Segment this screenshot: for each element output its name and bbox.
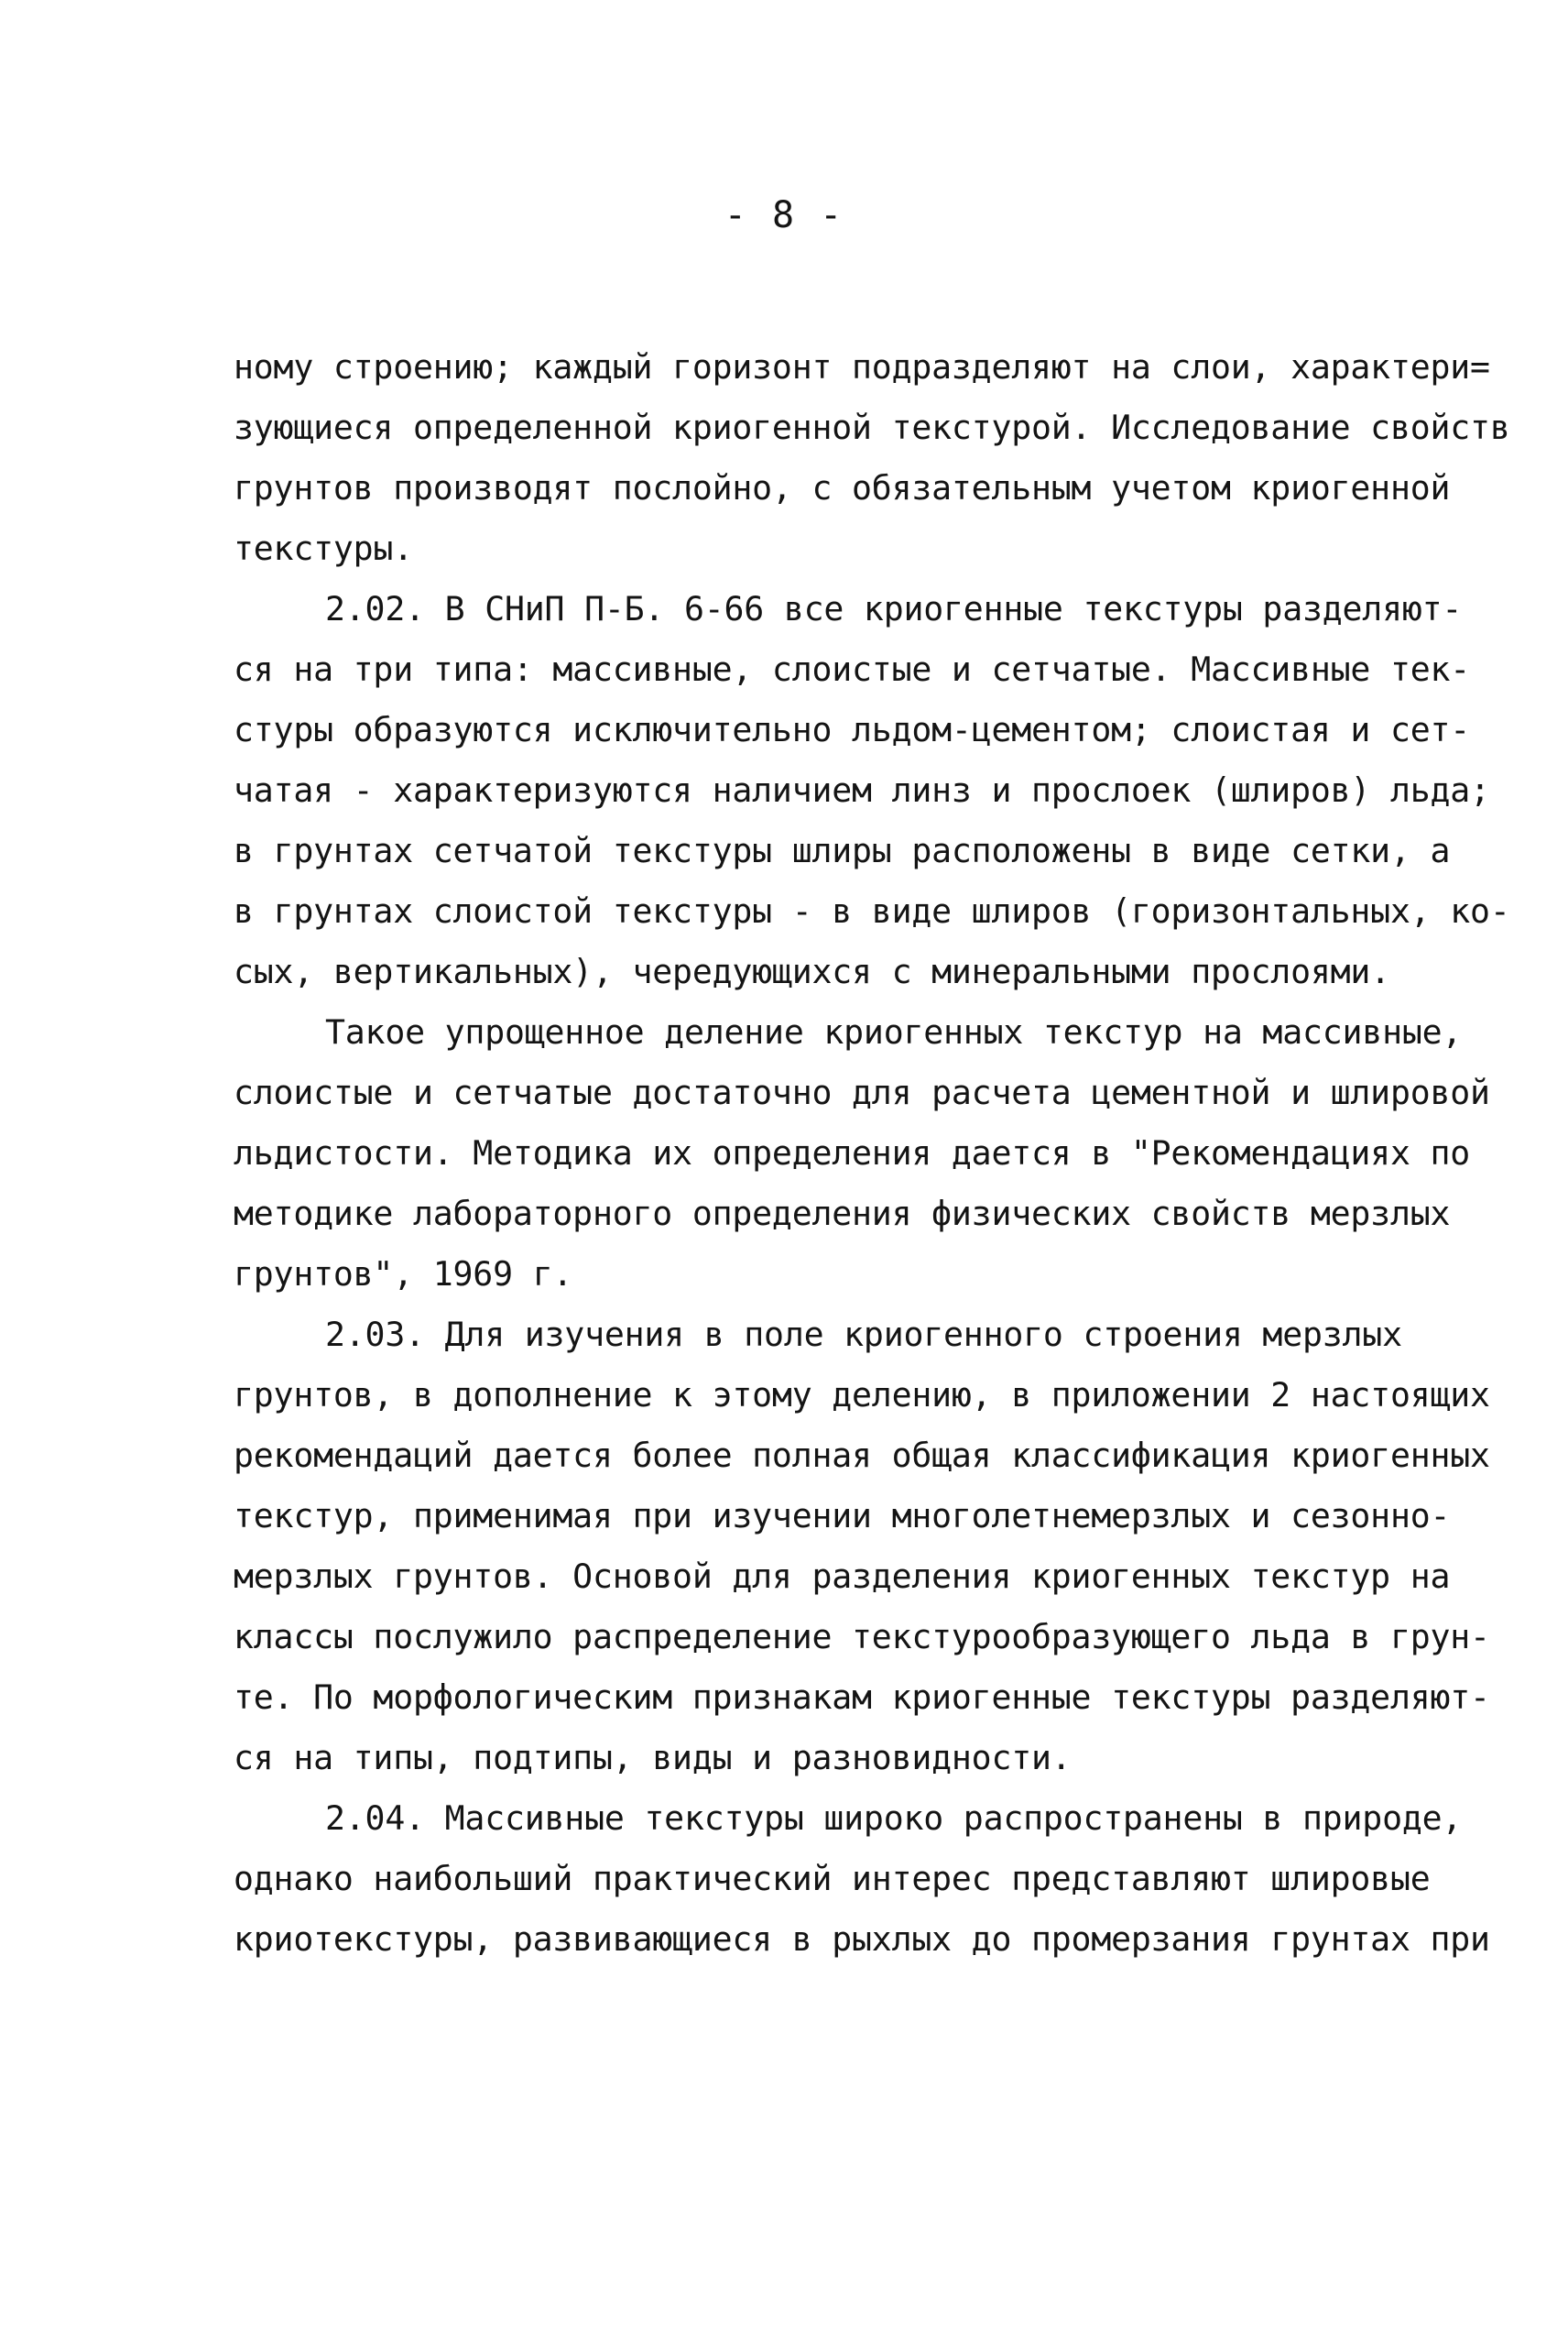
- text-line: чатая - характеризуются наличием линз и прослоек (шлиров) льда;: [234, 770, 1490, 810]
- page-number: - 8 -: [724, 194, 844, 236]
- text-line: мерзлых грунтов. Основой для разделения криогенных текстур на: [234, 1557, 1451, 1596]
- text-line: в грунтах слоистой текстуры - в виде шлиров (горизонтальных, ко-: [234, 891, 1510, 931]
- text-line: рекомендаций дается более полная общая классификация криогенных: [234, 1436, 1490, 1475]
- text-line: льдистости. Методика их определения дается в "Рекомендациях по: [234, 1133, 1471, 1173]
- paragraph-start: Такое упрощенное деление криогенных текстур на массивные,: [325, 1012, 1463, 1052]
- text-line: ному строению; каждый горизонт подразделяют на слои, характери=: [234, 347, 1490, 387]
- text-line: текстур, применимая при изучении многолетнемерзлых и сезонно-: [234, 1496, 1451, 1535]
- text-line: сых, вертикальных), чередующихся с минеральными прослоями.: [234, 952, 1390, 991]
- text-line: методике лабораторного определения физических свойств мерзлых: [234, 1194, 1451, 1233]
- paragraph-2-03-start: 2.03. Для изучения в поле криогенного строения мерзлых: [325, 1315, 1402, 1354]
- text-line: ся на три типа: массивные, слоистые и сетчатые. Массивные тек-: [234, 650, 1471, 689]
- body-text: [234, 337, 1510, 1970]
- text-line: классы послужило распределение текстурообразующего льда в грун-: [234, 1617, 1490, 1656]
- text-line: однако наибольший практический интерес представляют шлировые: [234, 1859, 1431, 1898]
- text-line: грунтов производят послойно, с обязательным учетом криогенной: [234, 468, 1451, 508]
- text-line: в грунтах сетчатой текстуры шлиры расположены в виде сетки, а: [234, 831, 1451, 870]
- text-line: криотекстуры, развивающиеся в рыхлых до промерзания грунтах при: [234, 1919, 1490, 1959]
- paragraph-2-04-start: 2.04. Массивные текстуры широко распространены в природе,: [325, 1798, 1463, 1838]
- text-line: те. По морфологическим признакам криогенные текстуры разделяют-: [234, 1677, 1490, 1717]
- text-line: ся на типы, подтипы, виды и разновидности.: [234, 1738, 1072, 1777]
- paragraph-2-02-start: 2.02. В СНиП П-Б. 6-66 все криогенные текстуры разделяют-: [325, 589, 1463, 628]
- text-line: текстуры.: [234, 529, 413, 568]
- text-line: грунтов, в дополнение к этому делению, в приложении 2 настоящих: [234, 1375, 1490, 1415]
- text-line: зующиеся определенной криогенной текстурой. Исследование свойств: [234, 408, 1510, 447]
- text-line: грунтов", 1969 г.: [234, 1254, 573, 1294]
- text-line: стуры образуются исключительно льдом-цементом; слоистая и сет-: [234, 710, 1471, 749]
- text-line: слоистые и сетчатые достаточно для расчета цементной и шлировой: [234, 1073, 1490, 1112]
